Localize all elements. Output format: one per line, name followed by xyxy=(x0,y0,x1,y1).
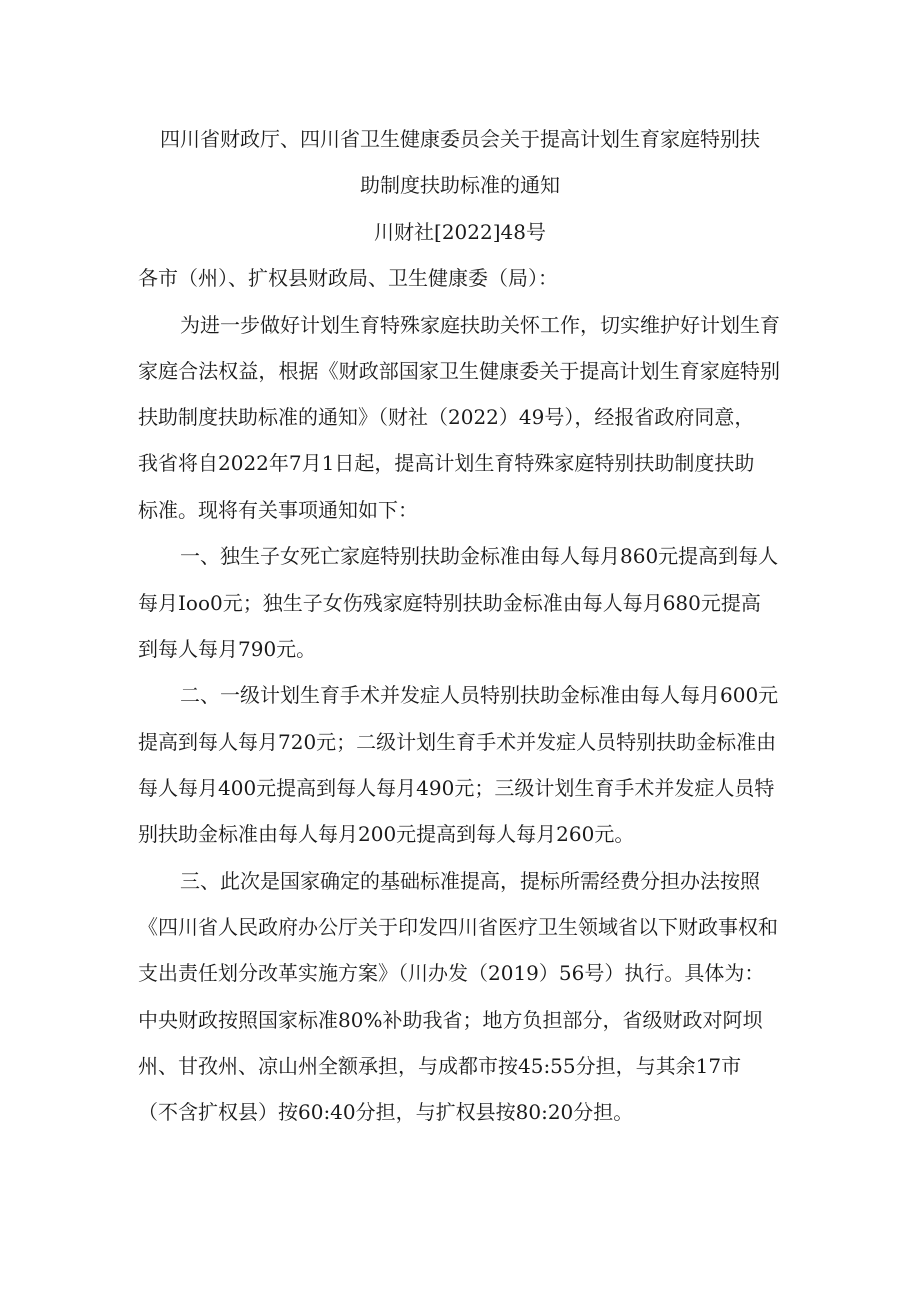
paragraph-line: 《四川省人民政府办公厅关于印发四川省医疗卫生领域省以下财政事权和 xyxy=(138,915,778,939)
paragraph-line: 提高到每人每月720元；二级计划生育手术并发症人员特别扶助金标准由 xyxy=(138,730,777,754)
paragraph-line: 家庭合法权益，根据《财政部国家卫生健康委关于提高计划生育家庭特别 xyxy=(138,359,780,383)
paragraph-line: （不含扩权县）按60:40分担，与扩权县按80:20分担。 xyxy=(138,1100,634,1124)
paragraph-line: 每月Ioo0元；独生子女伤残家庭特别扶助金标准由每人每月680元提高 xyxy=(138,591,761,615)
paragraph-line: 别扶助金标准由每人每月200元提高到每人每月260元。 xyxy=(138,822,635,846)
document-title-line-1: 四川省财政厅、四川省卫生健康委员会关于提高计划生育家庭特别扶 xyxy=(160,127,760,151)
paragraph-line: 二、一级计划生育手术并发症人员特别扶助金标准由每人每月600元 xyxy=(180,683,779,707)
paragraph-line: 三、此次是国家确定的基础标准提高，提标所需经费分担办法按照 xyxy=(180,869,760,893)
paragraph-line: 扶助制度扶助标准的通知》（财社（2022）49号），经报省政府同意， xyxy=(138,405,755,429)
paragraph-line: 每人每月400元提高到每人每月490元；三级计划生育手术并发症人员特 xyxy=(138,776,775,800)
paragraph-line: 我省将自2022年7月1日起，提高计划生育特殊家庭特别扶助制度扶助 xyxy=(138,451,755,475)
paragraph-line: 为进一步做好计划生育特殊家庭扶助关怀工作，切实维护好计划生育 xyxy=(180,313,780,337)
paragraph-line: 标准。现将有关事项通知如下： xyxy=(138,498,418,522)
paragraph-line: 到每人每月790元。 xyxy=(138,637,317,661)
paragraph-line: 一、独生子女死亡家庭特别扶助金标准由每人每月860元提高到每人 xyxy=(180,544,779,568)
paragraph-line: 州、甘孜州、凉山州全额承担，与成都市按45:55分担，与其余17市 xyxy=(138,1054,742,1078)
document-number: 川财社[2022]48号 xyxy=(374,220,546,244)
document-title-line-2: 助制度扶助标准的通知 xyxy=(360,173,560,197)
paragraph-line: 中央财政按照国家标准80%补助我省；地方负担部分，省级财政对阿坝 xyxy=(138,1008,763,1032)
paragraph-line: 支出责任划分改革实施方案》（川办发（2019）56号）执行。具体为： xyxy=(138,961,765,985)
addressee: 各市（州）、扩权县财政局、卫生健康委（局）： xyxy=(138,266,558,290)
